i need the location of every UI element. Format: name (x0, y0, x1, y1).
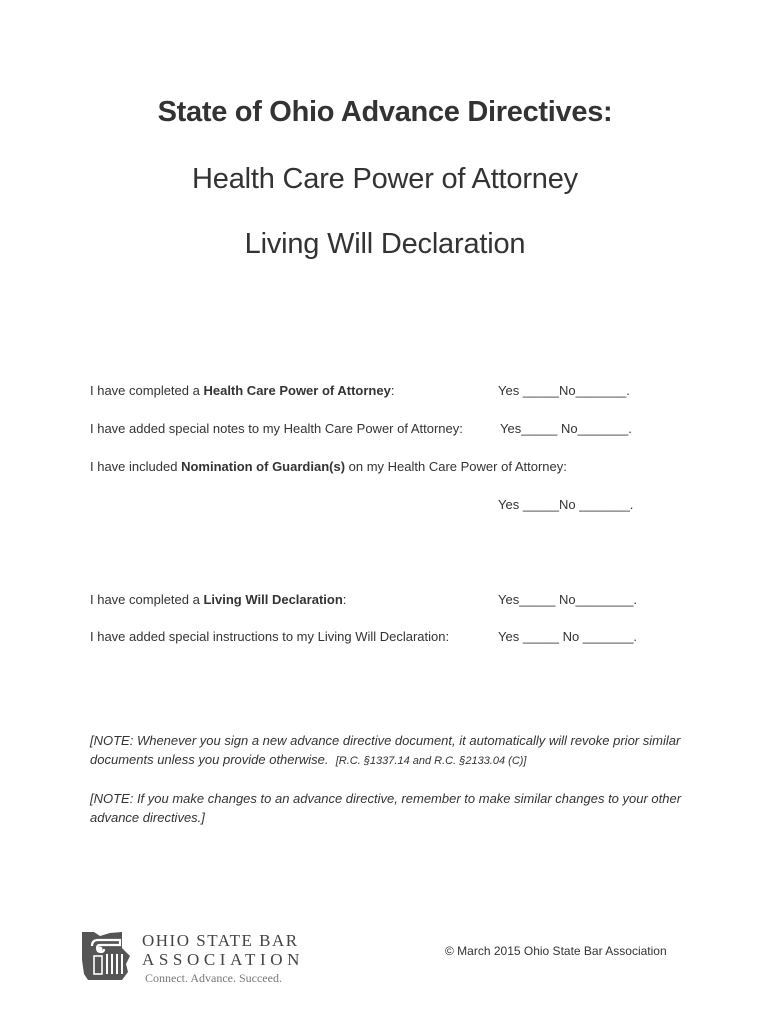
living-will-instructions-question: I have added special instructions to my Living Will Declaration: (90, 629, 450, 644)
guardian-suffix: on my Health Care Power of Attorney: (345, 459, 567, 474)
copyright-notice: © March 2015 Ohio State Bar Association (445, 944, 667, 958)
ohio-state-bar-column-icon (80, 930, 132, 982)
note-revocation-citation: [R.C. §1337.14 and R.C. §2133.04 (C)] (335, 755, 527, 767)
living-will-completed-suffix: : (342, 592, 347, 607)
living-will-instructions-answer[interactable]: Yes _____ No _______. (498, 629, 638, 644)
living-will-completed-question (90, 591, 346, 608)
logo-tagline: Connect. Advance. Succeed. (145, 971, 282, 985)
guardian-answer[interactable]: Yes _____No _______. (498, 497, 634, 512)
hcpoa-completed-answer[interactable]: Yes _____No_______. (498, 383, 630, 398)
hcpoa-completed-question (90, 382, 394, 399)
document-subtitle-hcpoa: Health Care Power of Attorney (192, 163, 578, 195)
logo-text-association: ASSOCIATION (142, 950, 305, 969)
living-will-completed-bold: Living Will Declaration (203, 592, 343, 607)
guardian-prefix: I have included (90, 459, 182, 474)
hcpoa-notes-question: I have added special notes to my Health Care Power of Attorney: (90, 421, 463, 436)
note-revocation-text: [NOTE: Whenever you sign a new advance directive document, it automatically will revoke prior similar documents unless you provide otherwise. (90, 733, 681, 767)
guardian-question (90, 458, 567, 475)
hcpoa-completed-prefix: I have completed a (90, 383, 204, 398)
note-revocation (90, 731, 730, 771)
logo-text-ohio-state-bar: OHIO STATE BAR (142, 931, 299, 950)
guardian-bold: Nomination of Guardian(s) (181, 459, 346, 474)
hcpoa-completed-suffix: : (390, 383, 395, 398)
living-will-completed-answer[interactable]: Yes_____ No________. (498, 592, 638, 607)
note-changes: [NOTE: If you make changes to an advance directive, remember to make similar changes to your other advance directives.] (90, 791, 682, 825)
living-will-completed-prefix: I have completed a (90, 592, 204, 607)
document-title: State of Ohio Advance Directives: (157, 96, 613, 128)
document-subtitle-living-will: Living Will Declaration (244, 228, 526, 260)
hcpoa-notes-answer[interactable]: Yes_____ No_______. (500, 421, 632, 436)
hcpoa-completed-bold: Health Care Power of Attorney (203, 383, 391, 398)
